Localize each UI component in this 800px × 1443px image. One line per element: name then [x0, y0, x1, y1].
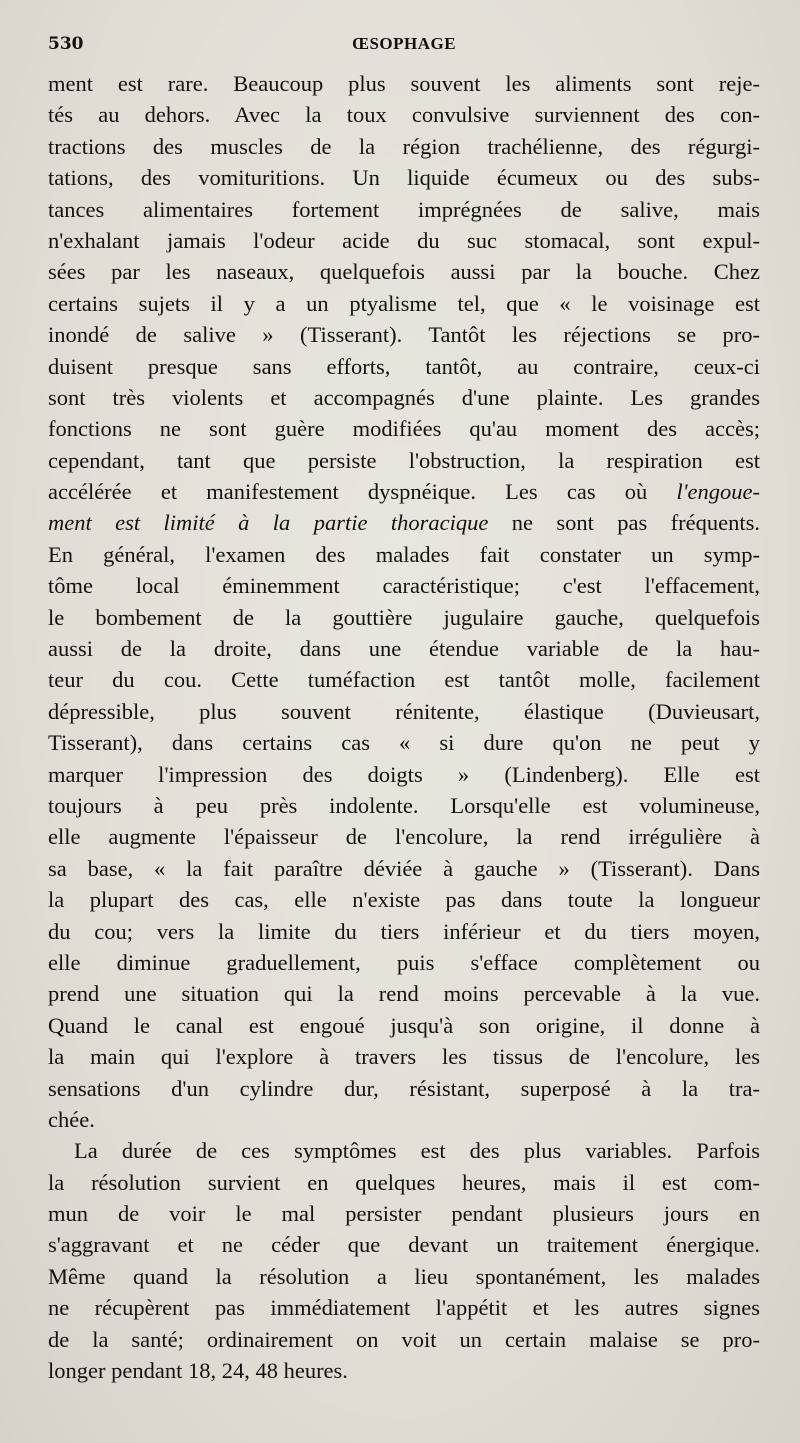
- text-line-mixed: [48, 476, 760, 507]
- text-line-mixed: [48, 507, 760, 538]
- paragraph-last-line: longer pendant 18, 24, 48 heures.: [48, 1358, 348, 1384]
- text-line: tances alimentaires fortement imprégnées de salive, mais: [48, 196, 760, 222]
- text-line: tations, des vomituritions. Un liquide écumeux ou des subs-: [48, 165, 760, 191]
- text-line: tôme local éminemment caractéristique; c'est l'effacement,: [48, 573, 760, 599]
- body-text: [48, 68, 760, 1386]
- text-line: n'exhalant jamais l'odeur acide du suc stomacal, sont expul-: [48, 227, 760, 253]
- text-line: En général, l'examen des malades fait constater un symp-: [48, 541, 760, 567]
- text-line: toujours à peu près indolente. Lorsqu'elle est volumineuse,: [48, 792, 760, 818]
- text-line: Quand le canal est engoué jusqu'à son origine, il donne à: [48, 1012, 760, 1038]
- text-line: elle augmente l'épaisseur de l'encolure, la rend irrégulière à: [48, 824, 760, 850]
- text-line: la main qui l'explore à travers les tissus de l'encolure, les: [48, 1044, 760, 1070]
- text-segment: ne sont pas fréquents.: [511, 510, 761, 536]
- text-line: de la santé; ordinairement on voit un certain malaise se pro-: [48, 1326, 760, 1352]
- text-line: teur du cou. Cette tuméfaction est tantôt molle, facilement: [48, 667, 760, 693]
- page-number: 530: [48, 34, 84, 54]
- text-line: certains sujets il y a un ptyalisme tel, que « le voisinage est: [48, 290, 760, 316]
- text-line: mun de voir le mal persister pendant plusieurs jours en: [48, 1201, 760, 1227]
- text-line: Tisserant), dans certains cas « si dure qu'on ne peut y: [48, 730, 760, 756]
- text-line: la résolution survient en quelques heures, mais il est com-: [48, 1169, 760, 1195]
- text-line: sées par les naseaux, quelquefois aussi par la bouche. Chez: [48, 259, 760, 285]
- text-line: s'aggravant et ne céder que devant un traitement énergique.: [48, 1232, 760, 1258]
- text-line: fonctions ne sont guère modifiées qu'au moment des accès;: [48, 416, 760, 442]
- text-line: du cou; vers la limite du tiers inférieur et du tiers moyen,: [48, 918, 760, 944]
- running-head: [48, 34, 760, 58]
- text-line: sa base, « la fait paraître déviée à gauche » (Tisserant). Dans: [48, 855, 760, 881]
- text-line: sensations d'un cylindre dur, résistant, superposé à la tra-: [48, 1075, 760, 1101]
- paragraph-last-line: chée.: [48, 1106, 95, 1132]
- text-line: tractions des muscles de la région trachélienne, des régurgi-: [48, 133, 760, 159]
- text-segment: accélérée et manifestement dyspnéique. Les cas où: [48, 479, 648, 505]
- text-line: prend une situation qui la rend moins percevable à la vue.: [48, 981, 760, 1007]
- italic-segment: ment est limité à la partie thoracique: [48, 510, 489, 536]
- text-line: le bombement de la gouttière jugulaire gauche, quelquefois: [48, 604, 760, 630]
- text-line: duisent presque sans efforts, tantôt, au contraire, ceux-ci: [48, 353, 760, 379]
- text-line: Même quand la résolution a lieu spontanément, les malades: [48, 1263, 760, 1289]
- text-line: la plupart des cas, elle n'existe pas dans toute la longueur: [48, 887, 760, 913]
- text-line: tés au dehors. Avec la toux convulsive surviennent des con-: [48, 102, 760, 128]
- text-line: elle diminue graduellement, puis s'efface complètement ou: [48, 949, 760, 975]
- text-line: inondé de salive » (Tisserant). Tantôt les réjections se pro-: [48, 322, 760, 348]
- italic-segment: l'engoue-: [676, 479, 760, 505]
- text-line: dépressible, plus souvent rénitente, élastique (Duvieusart,: [48, 698, 760, 724]
- paragraph-first-line: La durée de ces symptômes est des plus variables. Parfois: [74, 1138, 760, 1164]
- text-line: aussi de la droite, dans une étendue variable de la hau-: [48, 636, 760, 662]
- text-line: ne récupèrent pas immédiatement l'appétit et les autres signes: [48, 1295, 760, 1321]
- text-line: ment est rare. Beaucoup plus souvent les aliments sont reje-: [48, 71, 760, 96]
- text-line: cependant, tant que persiste l'obstruction, la respiration est: [48, 447, 760, 473]
- text-line: sont très violents et accompagnés d'une plainte. Les grandes: [48, 384, 760, 410]
- running-title: ŒSOPHAGE: [351, 34, 457, 53]
- text-line: marquer l'impression des doigts » (Lindenberg). Elle est: [48, 761, 760, 787]
